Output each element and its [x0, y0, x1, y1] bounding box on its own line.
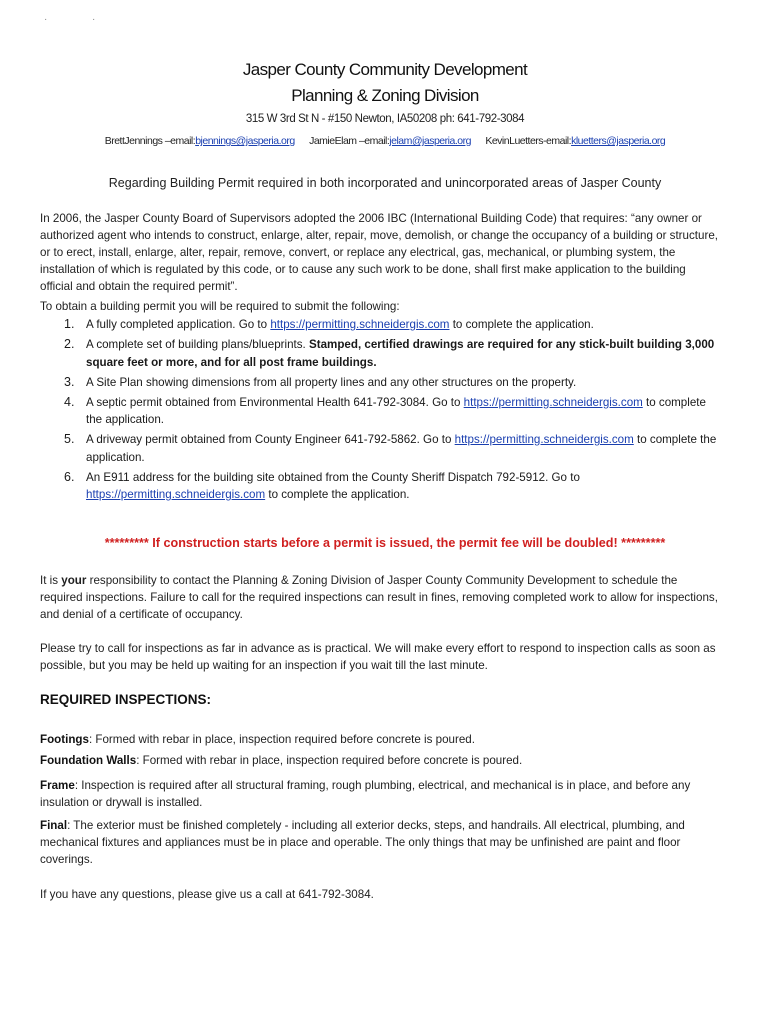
- org-title: Jasper County Community Development: [242, 60, 528, 79]
- requirement-text: A complete set of building plans/blueprints.: [86, 338, 309, 351]
- requirements-list: [40, 316, 720, 506]
- inspection-term: Frame: [40, 779, 75, 792]
- requirement-number: 4.: [64, 394, 75, 409]
- permitting-link[interactable]: https://permitting.schneidergis.com: [270, 318, 450, 331]
- division-title: Planning & Zoning Division: [291, 86, 479, 105]
- contact-label: BrettJennings –email:: [104, 135, 196, 147]
- inspection-frame: [40, 777, 720, 811]
- requirement-number: 2.: [64, 337, 75, 351]
- inspection-text: : Formed with rebar in place, inspection required before concrete is poured.: [136, 754, 523, 767]
- obtain-intro: To obtain a building permit you will be required to submit the following:: [40, 300, 400, 313]
- requirement-number: 5.: [64, 432, 75, 446]
- requirement-text: to complete the application.: [86, 433, 717, 464]
- advance-paragraph: Please try to call for inspections as far in advance as is practical. We will make every effort to respond to inspection calls as soon as possible, but you may be held up waiting for an inspection if you wait till the last minute.: [40, 642, 716, 672]
- scan-mark: ·: [92, 14, 96, 25]
- requirement-text: to complete the application.: [449, 318, 594, 331]
- email-link[interactable]: jelam@jasperia.org: [389, 135, 471, 147]
- inspection-text: : Formed with rebar in place, inspection required before concrete is poured.: [88, 733, 475, 746]
- responsibility-paragraph: [40, 572, 720, 623]
- requirement-item: [40, 469, 720, 504]
- email-link[interactable]: bjennings@jasperia.org: [195, 135, 295, 147]
- contact-jennings: [105, 135, 295, 147]
- requirement-text: A driveway permit obtained from County Engineer 641-792-5862. Go to: [86, 433, 455, 446]
- inspection-footings: [40, 731, 720, 748]
- requirement-text: to complete the application.: [86, 395, 706, 426]
- requirement-number: 3.: [64, 374, 75, 389]
- address-line: 315 W 3rd St N - #150 Newton, IA50208 ph: 641-792-3084: [245, 113, 525, 125]
- requirement-item: [40, 374, 720, 392]
- requirement-item: [40, 431, 720, 466]
- inspection-term: Foundation Walls: [40, 754, 137, 767]
- requirement-text: An E911 address for the building site obtained from the County Sheriff Dispatch 792-5912. Go to: [86, 470, 580, 484]
- requirement-emphasis: Stamped, certified drawings are required for any stick-built building 3,000 square feet or more, and for all post frame buildings.: [86, 338, 715, 369]
- inspection-term: Footings: [40, 733, 89, 746]
- requirement-item: [40, 316, 720, 334]
- contact-luetters: [485, 135, 665, 147]
- inspection-text: : Inspection is required after all structural framing, rough plumbing, electrical, and mechanical is in place, and before any insulation or drywall is installed.: [40, 779, 691, 809]
- questions-line: If you have any questions, please give us a call at 641-792-3084.: [40, 888, 374, 901]
- contact-label: JamieElam –email:: [309, 135, 390, 147]
- requirement-text: A Site Plan showing dimensions from all property lines and any other structures on the property.: [86, 375, 577, 389]
- subheading: Regarding Building Permit required in both incorporated and unincorporated areas of Jasper County: [108, 176, 662, 190]
- inspection-text: : The exterior must be finished completely - including all exterior decks, steps, and handrails. All electrical, plumbing, and mechanical fixtures and appliances must be in place and operable. The only things that may be unfinished are paint and floor coverings.: [40, 819, 685, 866]
- requirement-item: [40, 336, 720, 371]
- requirement-text: A fully completed application. Go to: [86, 318, 271, 331]
- permitting-link[interactable]: https://permitting.schneidergis.com: [463, 395, 643, 409]
- requirement-text: to complete the application.: [265, 488, 410, 501]
- contact-label: KevinLuetters-email:: [485, 135, 572, 147]
- resp-emphasis: your: [61, 574, 87, 587]
- resp-text: responsibility to contact the Planning & Zoning Division of Jasper County Community Development to schedule the required inspections. Failure to call for the required inspections can result in fines, removing completed work to allow for inspections, and denial of a certificate of occupancy.: [40, 574, 718, 621]
- inspections-heading: REQUIRED INSPECTIONS:: [40, 692, 212, 707]
- contacts-line: [0, 135, 770, 147]
- scan-mark: ·: [44, 14, 48, 25]
- requirement-item: [40, 394, 720, 429]
- permitting-link[interactable]: https://permitting.schneidergis.com: [454, 433, 634, 446]
- email-link[interactable]: kluetters@jasperia.org: [571, 135, 666, 147]
- warning-banner: ********* If construction starts before a permit is issued, the permit fee will be doubled! *********: [104, 536, 666, 550]
- inspection-final: [40, 817, 720, 868]
- inspection-foundation: [40, 752, 720, 769]
- inspection-term: Final: [40, 819, 68, 832]
- requirement-number: 1.: [64, 317, 75, 331]
- requirement-text: A septic permit obtained from Environmental Health 641-792-3084. Go to: [86, 395, 464, 409]
- permitting-link[interactable]: https://permitting.schneidergis.com: [86, 488, 266, 501]
- requirement-number: 6.: [64, 469, 75, 484]
- contact-elam: [309, 135, 471, 147]
- resp-text: It is: [40, 574, 62, 587]
- intro-paragraph: In 2006, the Jasper County Board of Supervisors adopted the 2006 IBC (International Building Code) that requires: “any owner or authorized agent who intends to construct, enlarge, alter, repair, move, demolish, or change the occupancy of a building or structure, or to erect, install, enlarge, alter, repair, remove, convert, or replace any electrical, gas, mechanical, or plumbing system, the installation of which is regulated by this code, or to cause any such work to be done, shall first make application to the building official and obtain the required permit”.: [40, 212, 718, 293]
